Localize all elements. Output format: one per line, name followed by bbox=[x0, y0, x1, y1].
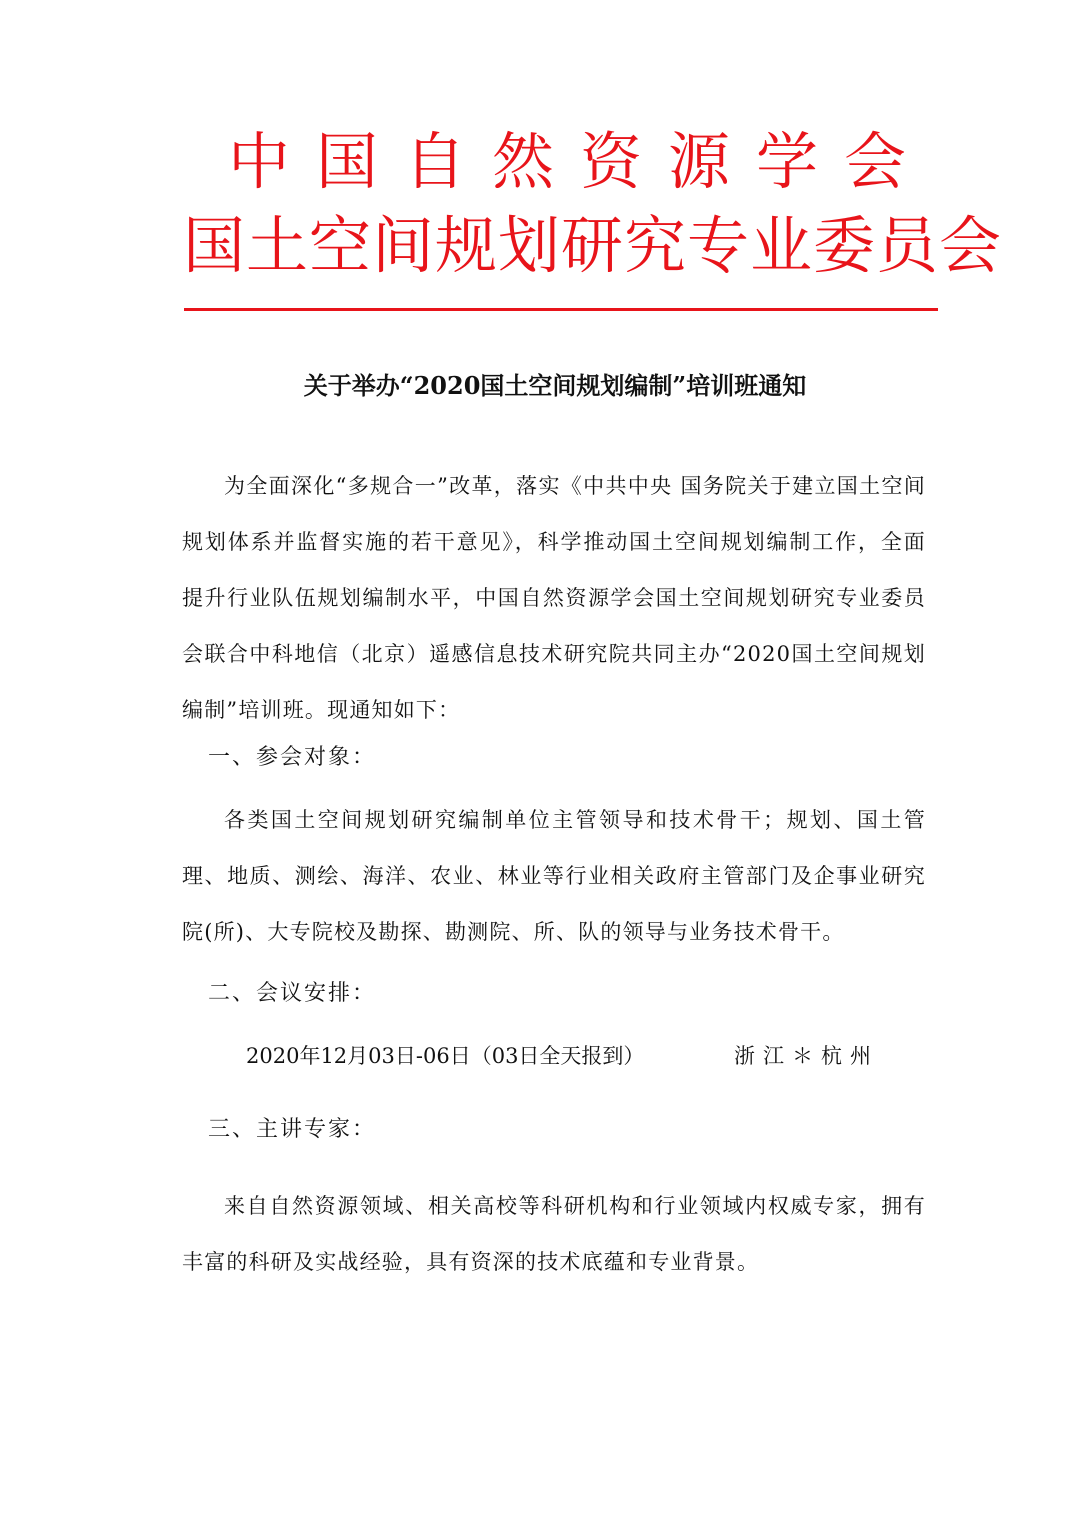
section3-body: 来自自然资源领域、相关高校等科研机构和行业领域内权威专家，拥有丰富的科研及实战经验，具有资深的技术底蕴和专业背景。 bbox=[182, 1194, 926, 1274]
organization-name-line2: 国土空间规划研究专业委员会 bbox=[183, 209, 1003, 282]
letterhead-divider bbox=[184, 308, 938, 311]
section2-heading: 二、会议安排： bbox=[208, 981, 377, 1006]
notice-title: 关于举办“2020国土空间规划编制”培训班通知 bbox=[303, 371, 807, 400]
section3-heading: 三、主讲专家： bbox=[208, 1117, 377, 1142]
schedule-row bbox=[246, 1040, 879, 1072]
schedule-location: 浙江＊杭州 bbox=[734, 1044, 879, 1068]
section1-body: 各类国土空间规划研究编制单位主管领导和技术骨干；规划、国土管理、地质、测绘、海洋、农业、林业等行业相关政府主管部门及企事业研究院(所)、大专院校及勘探、勘测院、所、队的领导与业务技术骨干。 bbox=[182, 808, 926, 944]
section1-heading: 一、参会对象： bbox=[208, 745, 377, 770]
organization-name-line1: 中国自然资源学会 bbox=[228, 125, 933, 198]
intro-paragraph: 为全面深化“多规合一”改革，落实《中共中央 国务院关于建立国土空间规划体系并监督实施的若干意见》，科学推动国土空间规划编制工作，全面提升行业队伍规划编制水平，中国自然资源学会国土空间规划研究专业委员会联合中科地信（北京）遥感信息技术研究院共同主办“2020国土空间规划编制”培训班。现通知如下： bbox=[182, 474, 926, 722]
schedule-date: 2020年12月03日-06日（03日全天报到） bbox=[246, 1044, 645, 1068]
